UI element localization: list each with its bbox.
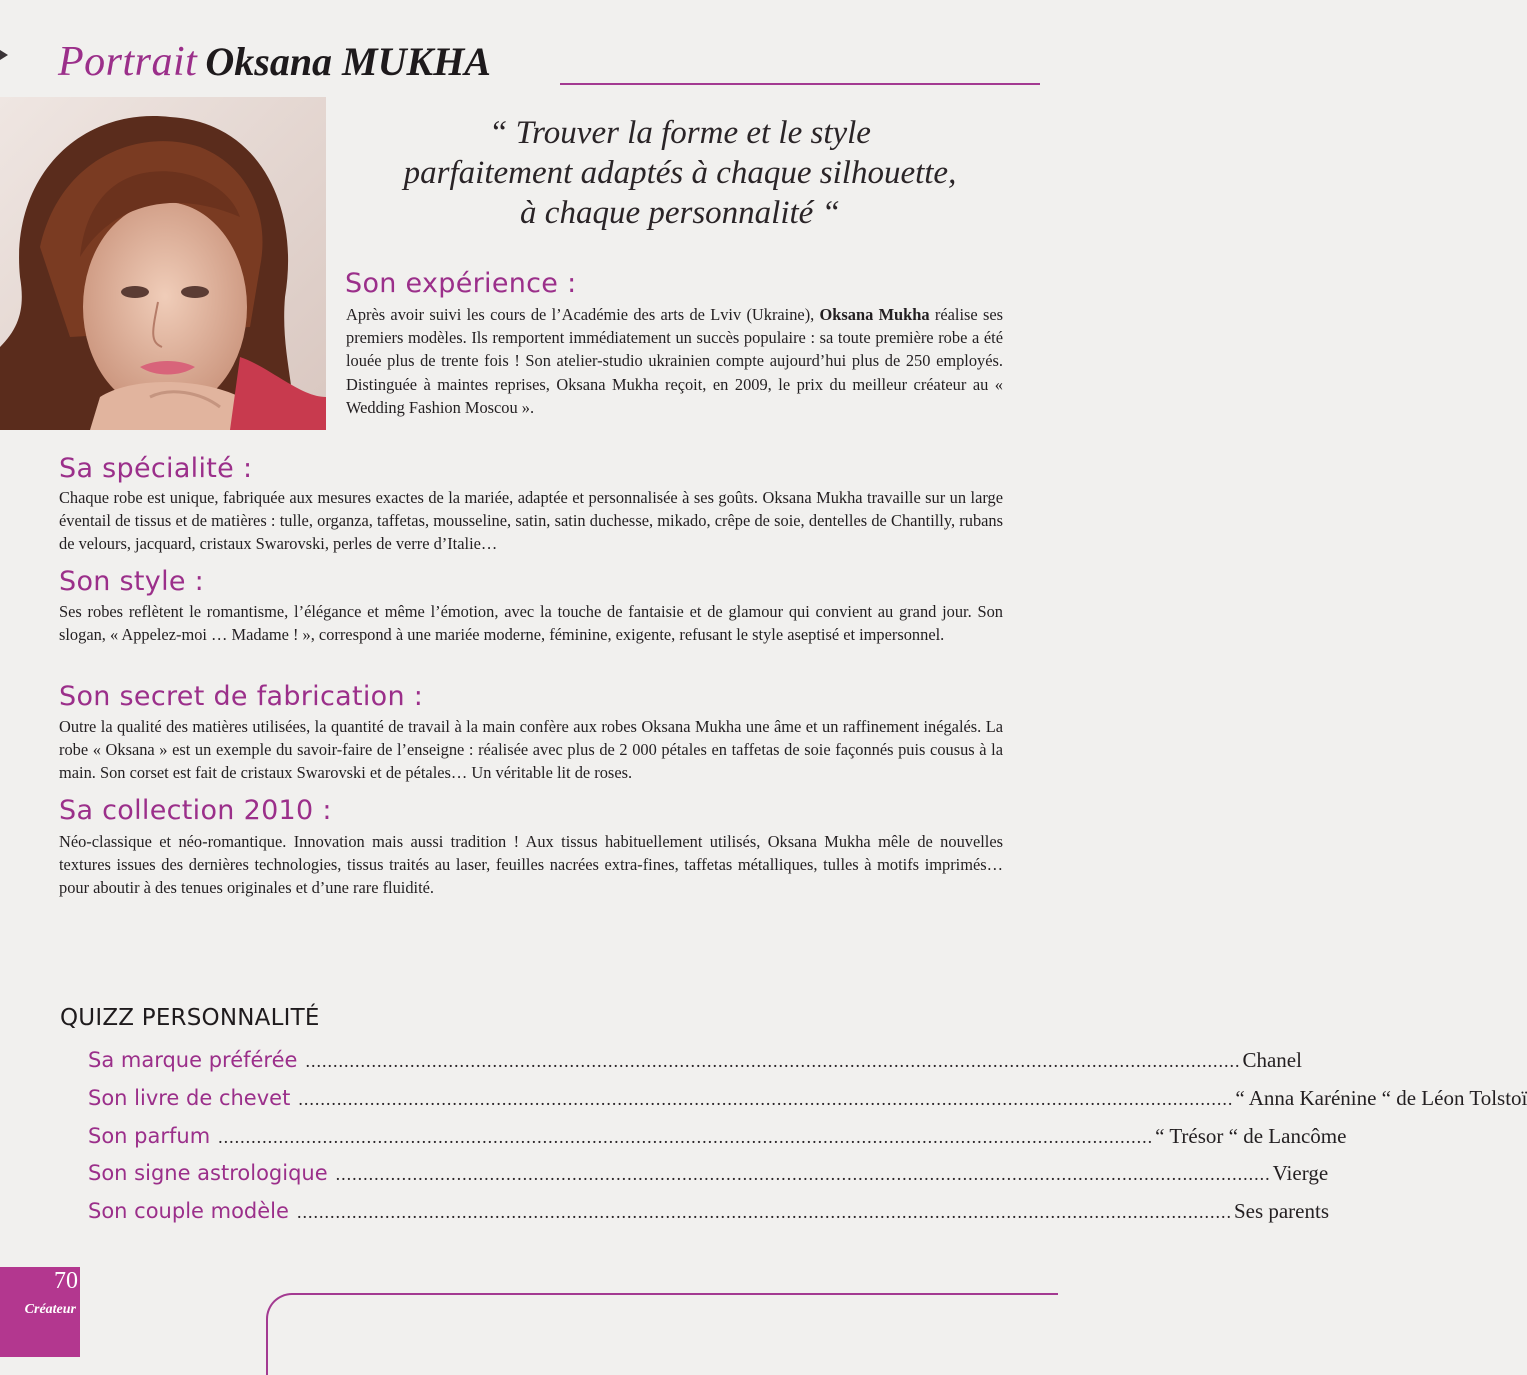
quiz-value: Ses parents <box>1233 1199 1330 1223</box>
quiz-label: Son livre de chevet <box>88 1086 291 1110</box>
quiz-row <box>88 1161 1329 1195</box>
quote-line-3: à chaque personnalité “ <box>520 195 840 231</box>
quiz-label: Son couple modèle <box>88 1199 289 1223</box>
text-secret: Outre la qualité des matières utilisées, la quantité de travail à la main confère aux robes Oksana Mukha une âme et un raffinement inégalés. La robe « Oksana » est un exemple du savoir-faire de l’enseigne : réalisée avec plus de 2 000 pétales en taffetas de soie façonnés puis cousus à la main. Son corset est fait de cristaux Swarovski et de pétales… Un véritable lit de roses. <box>59 717 1003 783</box>
heading-experience: Son expérience : <box>345 268 577 299</box>
text-experience <box>346 303 1003 419</box>
bottom-frame-decoration <box>266 1293 1058 1375</box>
text-experience-part1: Après avoir suivi les cours de l’Académie des arts de Lviv (Ukraine), <box>346 305 820 324</box>
text-style: Ses robes reflètent le romantisme, l’élégance et même l’émotion, avec la touche de fantaisie et de glamour qui convient au grand jour. Son slogan, « Appelez-moi … Madame ! », correspond à une mariée moderne, féminine, exigente, refusant le style aseptisé et impersonnel. <box>59 602 1003 645</box>
quiz-row <box>88 1199 1330 1233</box>
heading-specialite: Sa spécialité : <box>59 453 253 484</box>
quote-line-1: “ Trouver la forme et le style <box>489 115 871 151</box>
quote-line-2: parfaitement adaptés à chaque silhouette, <box>403 155 957 191</box>
text-experience-name: Oksana Mukha <box>819 305 930 324</box>
quiz-value: Vierge <box>1272 1161 1329 1185</box>
leader-dots: .......................................................................................................................................................................... <box>335 1164 1271 1184</box>
title-designer-name: Oksana MUKHA <box>205 39 491 84</box>
text-collection: Néo-classique et néo-romantique. Innovation mais aussi tradition ! Aux tissus habituellement utilisés, Oksana Mukha mêle de nouvelles textures issues des dernières technologies, tissus traités au laser, feuilles nacrées extra-fines, taffetas métalliques, tulles à motifs imprimés… pour aboutir à des tenues originales et d’une rare fluidité. <box>59 832 1003 898</box>
section-label: Créateur <box>24 1302 76 1317</box>
page-title <box>58 38 491 86</box>
quiz-value: “ Trésor “ de Lancôme <box>1155 1124 1347 1148</box>
quiz-label: Son parfum <box>88 1124 211 1148</box>
heading-style: Son style : <box>59 566 205 597</box>
text-experience-part2: réalise ses premiers modèles. Ils remportent immédiatement un succès populaire : sa toute première robe a été louée plus de trente fois ! Son atelier-studio ukrainien compte aujourd’hui plus de 250 employés. Distinguée à maintes reprises, Oksana Mukha reçoit, en 2009, le prix du meilleur créateur au « Wedding Fashion Moscou ». <box>346 305 1003 417</box>
page-number: 70 <box>54 1268 78 1294</box>
quiz-value: Chanel <box>1242 1048 1302 1072</box>
quiz-title: QUIZZ PERSONNALITÉ <box>60 1005 320 1031</box>
text-specialite: Chaque robe est unique, fabriquée aux mesures exactes de la mariée, adaptée et personnalisée à ses goûts. Oksana Mukha travaille sur un large éventail de tissus et de matières : tulle, organza, taffetas, mousseline, satin, satin duchesse, mikado, crêpe de soie, dentelles de Chantilly, rubans de velours, jacquard, cristaux Swarovski, perles de verre d’Italie… <box>59 488 1003 554</box>
leader-dots: .......................................................................................................................................................................... <box>298 1089 1234 1109</box>
binding-mark <box>0 50 8 60</box>
quiz-value: “ Anna Karénine “ de Léon Tolstoï <box>1235 1086 1527 1110</box>
heading-collection: Sa collection 2010 : <box>59 795 332 826</box>
quiz-row <box>88 1086 1527 1120</box>
quiz-row <box>88 1048 1302 1082</box>
quiz-row <box>88 1124 1347 1158</box>
title-portrait-label: Portrait <box>58 39 198 85</box>
leader-dots: .......................................................................................................................................................................... <box>296 1202 1232 1222</box>
pull-quote <box>345 113 1015 233</box>
leader-dots: .......................................................................................................................................................................... <box>305 1051 1241 1071</box>
portrait-photo <box>0 97 326 430</box>
portrait-illustration <box>0 97 326 430</box>
quiz-label: Son signe astrologique <box>88 1161 328 1185</box>
leader-dots: .......................................................................................................................................................................... <box>218 1127 1154 1147</box>
heading-secret: Son secret de fabrication : <box>59 681 424 712</box>
title-rule <box>560 83 1040 85</box>
quiz-label: Sa marque préférée <box>88 1048 298 1072</box>
